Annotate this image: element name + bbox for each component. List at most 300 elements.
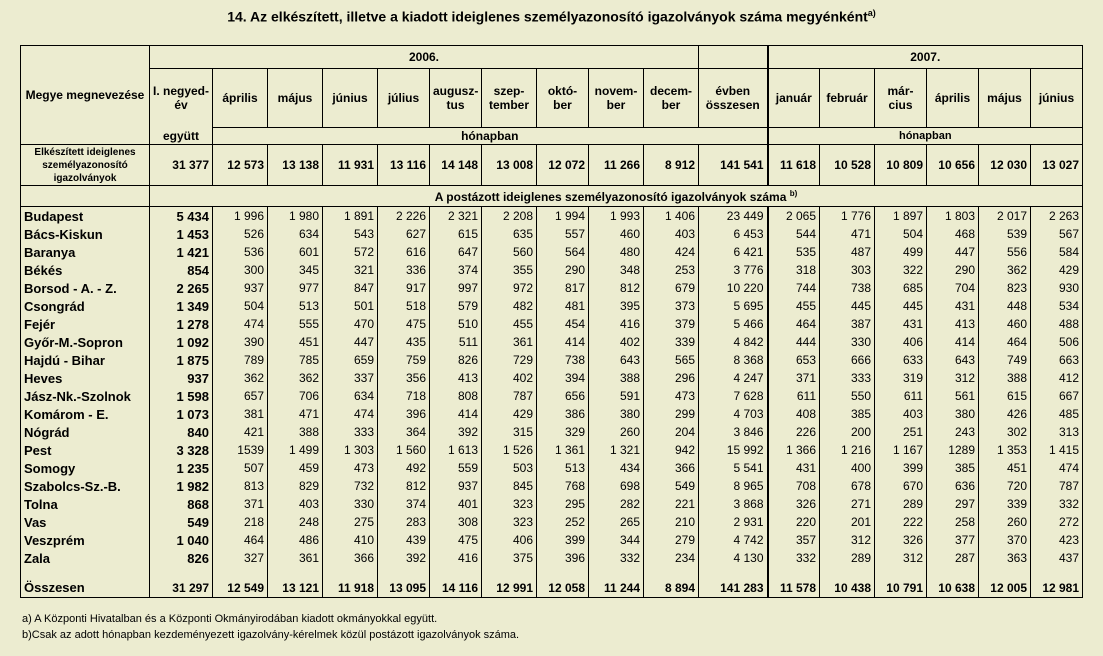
cell-value: 400 <box>820 459 875 477</box>
cell-value: 330 <box>323 495 378 513</box>
cell-value: 474 <box>213 315 268 333</box>
cell-value: 289 <box>820 549 875 567</box>
cell-value: 388 <box>979 369 1031 387</box>
cell-value: 218 <box>213 513 268 531</box>
cell-value: 439 <box>378 531 430 549</box>
cell-value: 289 <box>875 495 927 513</box>
cell-value: 503 <box>482 459 537 477</box>
cell-value: 1 406 <box>644 207 699 226</box>
cell-value: 451 <box>268 333 323 351</box>
table-row <box>21 351 1083 369</box>
cell-value: 394 <box>537 369 589 387</box>
cell-value: 1 560 <box>378 441 430 459</box>
cell-value: 720 <box>979 477 1031 495</box>
cell-value: 1 897 <box>875 207 927 226</box>
cell-value: 481 <box>537 297 589 315</box>
cell-value: 395 <box>589 297 644 315</box>
cell-value: 535 <box>768 243 820 261</box>
cell-value: 1 349 <box>150 297 213 315</box>
cell-value: 451 <box>979 459 1031 477</box>
cell-value: 455 <box>768 297 820 315</box>
cell-value: 345 <box>268 261 323 279</box>
cell-value: 847 <box>323 279 378 297</box>
cell-value: 282 <box>589 495 644 513</box>
cell-value: 370 <box>979 531 1031 549</box>
cell-value: 357 <box>768 531 820 549</box>
cell-value: 260 <box>589 423 644 441</box>
cell-value: 392 <box>378 549 430 567</box>
cell-value: 749 <box>979 351 1031 369</box>
cell-value: 299 <box>644 405 699 423</box>
cell-value: 817 <box>537 279 589 297</box>
county-name: Fejér <box>21 315 150 333</box>
cell-value: 344 <box>589 531 644 549</box>
cell-value: 2 208 <box>482 207 537 226</box>
cell-value: 312 <box>927 369 979 387</box>
cell-value: 392 <box>430 423 482 441</box>
table-row <box>21 297 1083 315</box>
cell-value: 1 776 <box>820 207 875 226</box>
cell-value: 636 <box>927 477 979 495</box>
cell-value: 504 <box>213 297 268 315</box>
cell-value: 5 695 <box>699 297 768 315</box>
cell-value: 634 <box>268 225 323 243</box>
cell-value: 5 466 <box>699 315 768 333</box>
cell-value: 355 <box>482 261 537 279</box>
cell-value: 312 <box>820 531 875 549</box>
cell-value: 435 <box>378 333 430 351</box>
cell-value: 221 <box>644 495 699 513</box>
county-name: Budapest <box>21 207 150 226</box>
cell-value: 1 994 <box>537 207 589 226</box>
table-row <box>21 495 1083 513</box>
cell-value: 408 <box>768 405 820 423</box>
cell-value: 414 <box>927 333 979 351</box>
cell-value: 464 <box>768 315 820 333</box>
month-2007-header: május <box>979 69 1031 128</box>
month-2006-header: április <box>213 69 268 128</box>
cell-value: 492 <box>378 459 430 477</box>
cell-value: 787 <box>482 387 537 405</box>
cell-value: 718 <box>378 387 430 405</box>
cell-value: 812 <box>589 279 644 297</box>
cell-value: 333 <box>820 369 875 387</box>
cell-value: 1 040 <box>150 531 213 549</box>
cell-value: 290 <box>927 261 979 279</box>
cell-value: 387 <box>820 315 875 333</box>
cell-value: 23 449 <box>699 207 768 226</box>
cell-value: 396 <box>378 405 430 423</box>
cell-value: 768 <box>537 477 589 495</box>
table-title: 14. Az elkészített, illetve a kiadott ideiglenes személyazonosító igazolványok száma megyénként$^{a)}$ <box>227 8 876 25</box>
cell-value: 445 <box>820 297 875 315</box>
county-name: Szabolcs-Sz.-B. <box>21 477 150 495</box>
cell-value: 406 <box>875 333 927 351</box>
cell-value: 1 891 <box>323 207 378 226</box>
table-row <box>21 423 1083 441</box>
cell-value: 258 <box>927 513 979 531</box>
cell-value: 296 <box>644 369 699 387</box>
cell-value: 403 <box>268 495 323 513</box>
cell-value: 2 065 <box>768 207 820 226</box>
cell-value: 475 <box>430 531 482 549</box>
cell-value: 312 <box>875 549 927 567</box>
cell-value: 295 <box>537 495 589 513</box>
cell-value: 371 <box>213 495 268 513</box>
month-2006-header: június <box>323 69 378 128</box>
cell-value: 474 <box>323 405 378 423</box>
cell-value: 1 366 <box>768 441 820 459</box>
cell-value: 464 <box>213 531 268 549</box>
cell-value: 937 <box>150 369 213 387</box>
cell-value: 550 <box>820 387 875 405</box>
cell-value: 977 <box>268 279 323 297</box>
cell-value: 243 <box>927 423 979 441</box>
cell-value: 356 <box>378 369 430 387</box>
cell-value: 416 <box>589 315 644 333</box>
cell-value: 413 <box>927 315 979 333</box>
cell-value: 1 278 <box>150 315 213 333</box>
cell-value: 501 <box>323 297 378 315</box>
cell-value: 555 <box>268 315 323 333</box>
cell-value: 826 <box>430 351 482 369</box>
cell-value: 388 <box>589 369 644 387</box>
month-2006-header: decem-ber <box>644 69 699 128</box>
prepared-value: 11 931 <box>323 145 378 186</box>
cell-value: 362 <box>268 369 323 387</box>
prepared-value: 14 148 <box>430 145 482 186</box>
cell-value: 386 <box>537 405 589 423</box>
cell-value: 297 <box>927 495 979 513</box>
month-2007-header: június <box>1031 69 1083 128</box>
month-2006-header: októ-ber <box>537 69 589 128</box>
cell-value: 319 <box>875 369 927 387</box>
cell-value: 499 <box>875 243 927 261</box>
month-2007-header: február <box>820 69 875 128</box>
cell-value: 1 980 <box>268 207 323 226</box>
cell-value: 3 328 <box>150 441 213 459</box>
year-2006: 2006. <box>150 46 699 69</box>
footnotes <box>22 611 519 643</box>
cell-value: 854 <box>150 261 213 279</box>
cell-value: 656 <box>537 387 589 405</box>
total-value: 11 244 <box>589 567 644 598</box>
cell-value: 559 <box>430 459 482 477</box>
cell-value: 337 <box>323 369 378 387</box>
cell-value: 283 <box>378 513 430 531</box>
cell-value: 362 <box>213 369 268 387</box>
cell-value: 826 <box>150 549 213 567</box>
year-total-header: évben összesen <box>699 69 768 128</box>
cell-value: 454 <box>537 315 589 333</box>
posted-header: A postázott ideiglenes személyazonosító igazolványok száma $^{b)}$ <box>150 186 1083 207</box>
cell-value: 4 247 <box>699 369 768 387</box>
cell-value: 526 <box>213 225 268 243</box>
cell-value: 507 <box>213 459 268 477</box>
cell-value: 647 <box>430 243 482 261</box>
cell-value: 704 <box>927 279 979 297</box>
cell-value: 611 <box>768 387 820 405</box>
cell-value: 434 <box>589 459 644 477</box>
cell-value: 829 <box>268 477 323 495</box>
total-value: 13 095 <box>378 567 430 598</box>
table-row <box>21 459 1083 477</box>
cell-value: 510 <box>430 315 482 333</box>
cell-value: 1 073 <box>150 405 213 423</box>
cell-value: 332 <box>1031 495 1083 513</box>
in-month-2007: hónapban <box>768 128 1083 145</box>
prepared-value: 13 027 <box>1031 145 1083 186</box>
cell-value: 371 <box>768 369 820 387</box>
cell-value: 459 <box>268 459 323 477</box>
cell-value: 543 <box>323 225 378 243</box>
cell-value: 488 <box>1031 315 1083 333</box>
cell-value: 363 <box>979 549 1031 567</box>
cell-value: 403 <box>644 225 699 243</box>
total-value: 12 549 <box>213 567 268 598</box>
county-name: Békés <box>21 261 150 279</box>
in-month-2006: hónapban <box>213 128 768 145</box>
cell-value: 1 235 <box>150 459 213 477</box>
cell-value: 572 <box>323 243 378 261</box>
cell-value: 252 <box>537 513 589 531</box>
cell-value: 322 <box>875 261 927 279</box>
cell-value: 564 <box>537 243 589 261</box>
cell-value: 556 <box>979 243 1031 261</box>
cell-value: 1 803 <box>927 207 979 226</box>
year-2007: 2007. <box>768 46 1083 69</box>
cell-value: 738 <box>537 351 589 369</box>
cell-value: 666 <box>820 351 875 369</box>
cell-value: 380 <box>927 405 979 423</box>
table-row <box>21 279 1083 297</box>
cell-value: 279 <box>644 531 699 549</box>
cell-value: 5 541 <box>699 459 768 477</box>
cell-value: 634 <box>323 387 378 405</box>
cell-value: 445 <box>875 297 927 315</box>
prepared-value: 13 008 <box>482 145 537 186</box>
cell-value: 379 <box>644 315 699 333</box>
cell-value: 234 <box>644 549 699 567</box>
table-row <box>21 315 1083 333</box>
month-2007-header: április <box>927 69 979 128</box>
cell-value: 3 868 <box>699 495 768 513</box>
cell-value: 2 226 <box>378 207 430 226</box>
cell-value: 868 <box>150 495 213 513</box>
cell-value: 679 <box>644 279 699 297</box>
cell-value: 201 <box>820 513 875 531</box>
cell-value: 1 421 <box>150 243 213 261</box>
cell-value: 447 <box>323 333 378 351</box>
cell-value: 1 361 <box>537 441 589 459</box>
cell-value: 406 <box>482 531 537 549</box>
cell-value: 615 <box>430 225 482 243</box>
cell-value: 4 130 <box>699 549 768 567</box>
county-name: Győr-M.-Sopron <box>21 333 150 351</box>
total-value: 12 981 <box>1031 567 1083 598</box>
cell-value: 421 <box>213 423 268 441</box>
cell-value: 653 <box>768 351 820 369</box>
total-value: 141 283 <box>699 567 768 598</box>
footnote-b: b)Csak az adott hónapban kezdeményezett igazolvány-kérelmek közül postázott igazolványok száma. <box>22 629 520 641</box>
cell-value: 544 <box>768 225 820 243</box>
cell-value: 329 <box>537 423 589 441</box>
prepared-value: 141 541 <box>699 145 768 186</box>
cell-value: 423 <box>1031 531 1083 549</box>
cell-value: 348 <box>589 261 644 279</box>
cell-value: 506 <box>1031 333 1083 351</box>
cell-value: 248 <box>268 513 323 531</box>
cell-value: 413 <box>430 369 482 387</box>
cell-value: 584 <box>1031 243 1083 261</box>
total-value: 12 991 <box>482 567 537 598</box>
cell-value: 1539 <box>213 441 268 459</box>
cell-value: 1 996 <box>213 207 268 226</box>
cell-value: 321 <box>323 261 378 279</box>
cell-value: 364 <box>378 423 430 441</box>
cell-value: 1 303 <box>323 441 378 459</box>
county-name: Zala <box>21 549 150 567</box>
cell-value: 402 <box>589 333 644 351</box>
table-row <box>21 369 1083 387</box>
cell-value: 253 <box>644 261 699 279</box>
county-header: Megye megnevezése <box>21 46 150 145</box>
cell-value: 667 <box>1031 387 1083 405</box>
table-row <box>21 405 1083 423</box>
total-label: Összesen <box>21 567 150 598</box>
prepared-value: 13 116 <box>378 145 430 186</box>
cell-value: 385 <box>927 459 979 477</box>
total-value: 8 894 <box>644 567 699 598</box>
cell-value: 473 <box>644 387 699 405</box>
cell-value: 473 <box>323 459 378 477</box>
cell-value: 1 982 <box>150 477 213 495</box>
cell-value: 2 931 <box>699 513 768 531</box>
cell-value: 659 <box>323 351 378 369</box>
cell-value: 265 <box>589 513 644 531</box>
cell-value: 447 <box>927 243 979 261</box>
cell-value: 374 <box>378 495 430 513</box>
month-2006-header: május <box>268 69 323 128</box>
cell-value: 789 <box>213 351 268 369</box>
cell-value: 616 <box>378 243 430 261</box>
table-row <box>21 387 1083 405</box>
cell-value: 471 <box>268 405 323 423</box>
cell-value: 2 263 <box>1031 207 1083 226</box>
cell-value: 787 <box>1031 477 1083 495</box>
cell-value: 759 <box>378 351 430 369</box>
prepared-value: 11 266 <box>589 145 644 186</box>
cell-value: 385 <box>820 405 875 423</box>
prepared-value: 12 030 <box>979 145 1031 186</box>
cell-value: 698 <box>589 477 644 495</box>
cell-value: 785 <box>268 351 323 369</box>
cell-value: 536 <box>213 243 268 261</box>
cell-value: 431 <box>768 459 820 477</box>
cell-value: 611 <box>875 387 927 405</box>
cell-value: 706 <box>268 387 323 405</box>
cell-value: 10 220 <box>699 279 768 297</box>
cell-value: 287 <box>927 549 979 567</box>
county-name: Jász-Nk.-Szolnok <box>21 387 150 405</box>
table-row <box>21 477 1083 495</box>
prepared-value: 8 912 <box>644 145 699 186</box>
cell-value: 1 499 <box>268 441 323 459</box>
table-row <box>21 441 1083 459</box>
cell-value: 937 <box>213 279 268 297</box>
prepared-label: Elkészített ideiglenes személyazonosító igazolványok <box>21 145 150 186</box>
cell-value: 424 <box>644 243 699 261</box>
cell-value: 4 842 <box>699 333 768 351</box>
cell-value: 480 <box>589 243 644 261</box>
county-name: Bács-Kiskun <box>21 225 150 243</box>
cell-value: 627 <box>378 225 430 243</box>
county-name: Vas <box>21 513 150 531</box>
cell-value: 381 <box>213 405 268 423</box>
cell-value: 226 <box>768 423 820 441</box>
cell-value: 579 <box>430 297 482 315</box>
table-row <box>21 549 1083 567</box>
cell-value: 5 434 <box>150 207 213 226</box>
cell-value: 1 613 <box>430 441 482 459</box>
cell-value: 549 <box>644 477 699 495</box>
county-name: Komárom - E. <box>21 405 150 423</box>
prepared-value: 11 618 <box>768 145 820 186</box>
cell-value: 374 <box>430 261 482 279</box>
cell-value: 1 216 <box>820 441 875 459</box>
month-2006-header: július <box>378 69 430 128</box>
cell-value: 4 742 <box>699 531 768 549</box>
cell-value: 549 <box>150 513 213 531</box>
total-value: 10 638 <box>927 567 979 598</box>
cell-value: 557 <box>537 225 589 243</box>
county-name: Pest <box>21 441 150 459</box>
total-value: 12 058 <box>537 567 589 598</box>
cell-value: 930 <box>1031 279 1083 297</box>
cell-value: 377 <box>927 531 979 549</box>
cell-value: 416 <box>430 549 482 567</box>
cell-value: 210 <box>644 513 699 531</box>
cell-value: 485 <box>1031 405 1083 423</box>
month-2007-header: január <box>768 69 820 128</box>
cell-value: 6 421 <box>699 243 768 261</box>
prepared-value: 12 072 <box>537 145 589 186</box>
cell-value: 8 368 <box>699 351 768 369</box>
table-row <box>21 225 1083 243</box>
cell-value: 431 <box>927 297 979 315</box>
prepared-value: 10 809 <box>875 145 927 186</box>
cell-value: 332 <box>589 549 644 567</box>
cell-value: 429 <box>482 405 537 423</box>
prepared-value: 10 656 <box>927 145 979 186</box>
cell-value: 534 <box>1031 297 1083 315</box>
cell-value: 468 <box>927 225 979 243</box>
cell-value: 204 <box>644 423 699 441</box>
cell-value: 487 <box>820 243 875 261</box>
month-2007-header: már-cius <box>875 69 927 128</box>
cell-value: 399 <box>537 531 589 549</box>
cell-value: 410 <box>323 531 378 549</box>
county-name: Borsod - A. - Z. <box>21 279 150 297</box>
cell-value: 738 <box>820 279 875 297</box>
total-value: 13 121 <box>268 567 323 598</box>
cell-value: 366 <box>644 459 699 477</box>
cell-value: 729 <box>482 351 537 369</box>
cell-value: 1 092 <box>150 333 213 351</box>
cell-value: 366 <box>323 549 378 567</box>
county-name: Csongrád <box>21 297 150 315</box>
cell-value: 399 <box>875 459 927 477</box>
